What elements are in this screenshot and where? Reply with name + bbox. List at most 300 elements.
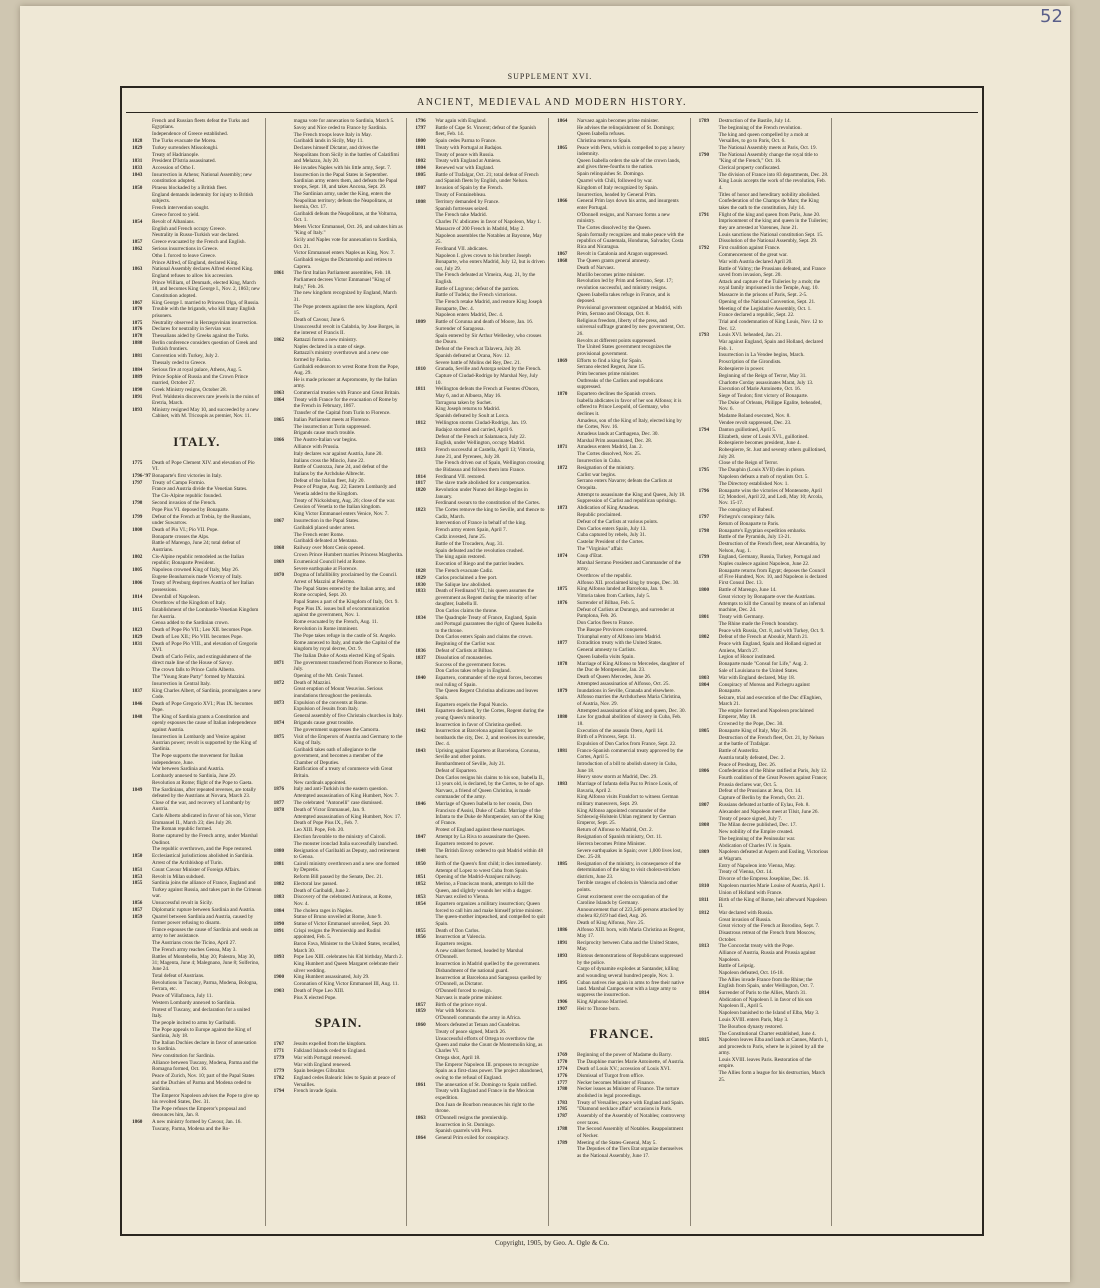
entry-text: Eugene Beauharnois made Viceroy of Italy. <box>152 573 243 580</box>
entry-year <box>132 260 152 266</box>
entry-text: Beginning of the Carlist war. <box>435 641 496 648</box>
entry-year: 1804 <box>698 681 710 688</box>
entry-text: Queen Isabella orders the sale of the crown lands, and gives three-fourths to the nation. <box>577 158 681 171</box>
history-entry <box>557 1086 687 1099</box>
entry-year <box>274 350 294 363</box>
history-entry <box>274 1062 404 1068</box>
entry-text: The Pope supports the movement for Italian independence, June. <box>152 753 244 766</box>
entry-text: The cholera rages in Naples. <box>293 907 353 914</box>
entry-year <box>132 600 152 606</box>
entry-text: Vittoria taken from Carlists, July 5. <box>577 593 651 600</box>
entry-year <box>415 212 435 218</box>
entry-text: Baron Fava, Minister to the United States, recalled, March 30. <box>293 941 401 954</box>
history-entry <box>557 212 687 225</box>
entry-year <box>415 554 435 560</box>
entry-text: Battle of Valmy; the Prussians defeated, and France saved from invasion, Sept. 20. <box>718 265 826 278</box>
history-entry <box>274 720 404 726</box>
entry-text: Amadeus enters Madrid, Jan. 2. <box>577 444 643 451</box>
history-entry <box>415 527 545 533</box>
entry-year <box>415 608 435 614</box>
entry-text: Espartero expels the Papal Nuncio. <box>435 701 509 708</box>
entry-text: Spain cedes Parma to France. <box>435 138 497 144</box>
history-entry <box>557 880 687 893</box>
entry-year: 1797 <box>698 513 710 520</box>
history-entry <box>415 500 545 506</box>
history-entry <box>557 620 687 626</box>
history-entry <box>557 647 687 653</box>
entry-text: The conspiracy of Babeuf. <box>718 507 774 514</box>
entry-text: Treaty of Campo Formio. <box>152 479 206 486</box>
entry-year <box>699 950 719 963</box>
history-entry <box>557 546 687 552</box>
entry-text: Titles of honor and hereditary nobility abolished. <box>718 191 821 198</box>
entry-text: Vendee revolt suppressed, Dec. 23. <box>718 419 792 426</box>
history-entry <box>274 640 404 653</box>
history-entry <box>699 299 829 305</box>
entry-year <box>557 794 577 807</box>
history-entry <box>274 1068 404 1074</box>
history-entry <box>415 801 545 827</box>
entry-text: Dogma of Infallibility proclaimed by the Council. <box>293 572 398 579</box>
history-entry <box>132 620 262 626</box>
entry-year <box>132 205 152 211</box>
entry-year: 1823 <box>415 507 426 514</box>
entry-text: Victor Emmanuel enters Naples as King, Nov. 7. <box>293 250 395 257</box>
entry-text: Sicily and Naples vote for annexation to Sardinia, Oct. 21. <box>293 237 398 250</box>
entry-text: Don Carlos flees to France. <box>577 619 634 626</box>
history-entry <box>274 800 404 806</box>
entry-year: 1785 <box>557 1106 568 1113</box>
entry-text: Electoral law passed. <box>293 880 338 887</box>
entry-text: Attempted assassination of king and queen, Dec. 30. <box>577 707 686 714</box>
entry-text: Death of Carlo Felix, and extinguishment of the direct male line of the House of Savoy. <box>152 653 252 667</box>
history-entry <box>699 366 829 372</box>
history-entry <box>132 554 262 567</box>
history-entry <box>557 688 687 694</box>
entry-year: 1874 <box>273 719 285 726</box>
entry-year <box>557 593 577 599</box>
entry-text: Attempt of Lopez to wrest Cuba from Spain. <box>435 867 529 874</box>
history-entry <box>557 478 687 491</box>
entry-year <box>557 627 577 633</box>
entry-year <box>699 541 719 554</box>
entry-year <box>274 458 294 464</box>
entry-year <box>557 532 577 538</box>
history-entry <box>557 953 687 966</box>
history-entry <box>699 762 829 768</box>
entry-text: Battles of Montebello, May 20; Palestro, May 30, 31; Magenta, June 4; Malegnano, June 8; Solferino, June 24. <box>152 953 260 973</box>
entry-text: Fourth coalition of the Great Powers against France; Prussia declares war, Oct. 5. <box>718 775 828 788</box>
entry-text: Ferdinand swears to the constitution of the Cortes. <box>435 500 540 507</box>
history-entry <box>274 747 404 766</box>
entry-year <box>274 747 294 766</box>
entry-text: Tuscany, Parma, Modena and the Ro- <box>152 1125 230 1132</box>
history-entry <box>699 910 829 916</box>
entry-text: Defeat of the Italian fleet, July 20. <box>293 477 365 484</box>
entry-year: 1807 <box>415 185 426 192</box>
history-entry <box>132 867 262 873</box>
entry-year: 1853 <box>415 894 426 901</box>
entry-year <box>699 238 719 244</box>
entry-text: Serious fire at royal palace, Athens, Aug. 5. <box>152 366 243 373</box>
entry-year <box>699 232 719 238</box>
entry-year <box>557 292 577 305</box>
history-entry <box>415 708 545 721</box>
entry-year: 1854 <box>415 901 426 908</box>
history-entry <box>415 440 545 446</box>
entry-year: 1869 <box>557 357 568 364</box>
entry-year: 1812 <box>698 909 710 916</box>
history-entry <box>132 131 262 137</box>
entry-year: 1874 <box>557 552 568 559</box>
entry-year <box>274 606 294 619</box>
entry-text: Death of Pope Pio VIII., and elevation of Gregorio XVI. <box>152 640 258 654</box>
history-entry <box>699 621 829 627</box>
entry-text: Death of King Alfonso, Nov. 25. <box>577 919 645 926</box>
history-entry <box>699 306 829 312</box>
entry-text: Divorce of the Empress Josephine, Dec. 16. <box>718 876 810 883</box>
entry-text: King Joseph returns to Madrid. <box>435 406 501 413</box>
entry-year: 1779 <box>273 1068 285 1075</box>
history-entry <box>274 814 404 820</box>
entry-year <box>699 192 719 198</box>
entry-text: Serrano elected Regent, June 15. <box>577 364 645 371</box>
entry-year <box>274 132 294 138</box>
entry-text: The division of France into 83 departments, Dec. 28. <box>718 171 829 178</box>
history-entry <box>274 337 404 343</box>
entry-text: Espartero organizes a military insurrection; Queen forced to call him and make himself prime minister. <box>435 901 543 914</box>
entry-text: Unsuccessful efforts of Ortega to overthrow the Queen and make the Count de Montemolin king, as Charles VI. <box>435 1035 543 1055</box>
entry-text: The Deputies of the Tiers Etat organize themselves as the National Assembly, June 17. <box>577 1146 683 1159</box>
history-entry <box>415 894 545 900</box>
entry-year <box>557 654 577 660</box>
entry-year <box>699 762 719 768</box>
entry-text: King Charles Albert, of Sardinia, promulgates a new Code. <box>152 687 262 700</box>
history-entry <box>274 270 404 276</box>
entry-text: Death of Pope Clement XIV. and elevation of Pio VI. <box>152 459 255 472</box>
entry-year: 1879 <box>557 687 568 694</box>
history-entry <box>415 246 545 252</box>
history-entry <box>699 1057 829 1070</box>
entry-text: Piraeus blockaded by a British fleet. <box>152 185 228 192</box>
entry-year: 1871 <box>557 444 568 451</box>
history-entry <box>132 152 262 158</box>
entry-text: Alliance of Austria, Russia and Prussia against Napoleon. <box>718 950 816 963</box>
history-entry <box>132 688 262 701</box>
entry-year: 1803 <box>698 674 710 681</box>
entry-text: Marriage of King Alfonso to Mercedes, daughter of the Duc de Montpensier, Jan. 23. <box>577 660 685 674</box>
entry-text: Necker becomes Minister of Finance. <box>577 1079 655 1086</box>
entry-year <box>415 1055 435 1061</box>
history-entry <box>699 541 829 554</box>
entry-year <box>274 410 294 416</box>
entry-year <box>274 874 294 880</box>
entry-text: The French evacuate Cadiz. <box>435 567 494 574</box>
entry-text: King Louis accepts the work of the revolution, Feb. 4. <box>718 178 826 191</box>
entry-text: Attempted assassination of King Humbert, Nov. 7. <box>293 793 399 800</box>
entry-year: 1814 <box>698 990 710 997</box>
entry-text: The Queen Regent Christina abdicates and leaves Spain. <box>435 688 539 701</box>
entry-year <box>415 634 435 640</box>
entry-year <box>415 827 435 833</box>
history-entry <box>699 165 829 171</box>
entry-year <box>274 673 294 679</box>
entry-year <box>415 1062 435 1081</box>
entry-text: Treaty of Presburg deprives Austria of her Italian possessions. <box>152 580 254 593</box>
entry-text: Napoleon defeated, Oct. 16-18. <box>718 970 784 977</box>
entry-year <box>274 478 294 484</box>
entry-text: Opening of the National Convention, Sept. 21. <box>718 298 816 305</box>
history-entry <box>557 1006 687 1012</box>
entry-text: The queen-mother impeached, and compelled to quit Spain. <box>435 914 545 927</box>
history-entry <box>415 941 545 947</box>
entry-text: Amadeus, son of the King of Italy, elected king by the Cortes, Nov. 16. <box>577 417 682 431</box>
history-columns <box>132 118 974 1226</box>
history-entry <box>274 941 404 954</box>
entry-text: The King of Sardinia grants a Constitution and openly espouses the cause of Italian independence against Austria. <box>152 713 257 733</box>
entry-text: Death of Narvaez. <box>577 264 615 271</box>
entry-text: Riotous demonstrations of Republicans suppressed by the police. <box>577 953 683 966</box>
entry-text: Destruction of the Bastile, July 14. <box>718 118 791 124</box>
history-entry <box>415 541 545 547</box>
entry-year: 1878 <box>273 806 285 813</box>
history-entry <box>699 152 829 165</box>
entry-year <box>415 561 435 567</box>
history-entry <box>274 511 404 517</box>
history-entry <box>274 1048 404 1054</box>
entry-year <box>557 774 577 780</box>
entry-year: 1828 <box>132 138 143 144</box>
entry-text: Espartero declared, by the Cortes, Regent during the young Queen's minority. <box>435 708 545 721</box>
entry-year <box>557 728 577 734</box>
history-entry <box>132 1060 262 1073</box>
entry-text: Triumphal entry of Alfonso into Madrid. <box>577 633 662 640</box>
history-entry <box>274 172 404 191</box>
history-entry <box>415 366 545 372</box>
entry-year <box>699 521 719 527</box>
history-entry <box>699 413 829 419</box>
history-entry <box>699 488 829 507</box>
history-entry <box>415 655 545 661</box>
entry-year: 1877 <box>273 799 285 806</box>
entry-year <box>415 326 435 332</box>
entry-year <box>274 981 294 987</box>
history-entry <box>132 394 262 407</box>
entry-text: Treaty with England and France in the Mexican expedition. <box>435 1088 535 1101</box>
history-entry <box>557 580 687 586</box>
entry-year: 1891 <box>557 939 568 946</box>
entry-year <box>132 813 152 826</box>
history-entry <box>699 352 829 358</box>
entry-year: 1767 <box>273 1041 285 1048</box>
history-entry <box>415 333 545 346</box>
history-entry <box>415 185 545 191</box>
entry-text: Murillo becomes prime minister. <box>577 271 646 278</box>
entry-text: The French driven out of Spain, Wellington crossing the Bidassoa and follows them into France. <box>435 460 545 473</box>
history-entry <box>274 1055 404 1061</box>
history-entry <box>415 1088 545 1101</box>
entry-text: Napoleon enters Madrid, Dec. 4. <box>435 312 504 319</box>
history-entry <box>274 464 404 477</box>
history-entry <box>415 1002 545 1008</box>
entry-text: Discovery of the celebrated Antinous, at Rome, Nov. 4. <box>293 894 393 907</box>
history-entry <box>699 654 829 660</box>
history-entry <box>557 674 687 680</box>
history-entry <box>274 1088 404 1094</box>
entry-year <box>699 795 719 801</box>
history-entry <box>699 661 829 667</box>
entry-year: 1854 <box>132 218 143 225</box>
history-entry <box>132 1053 262 1059</box>
history-entry <box>274 848 404 861</box>
entry-text: The government suppresses the Camorra. <box>293 726 380 733</box>
entry-year: 1884 <box>273 907 285 914</box>
entry-year <box>274 579 294 585</box>
entry-text: The Italian Duke of Aosta elected King of Spain. <box>293 652 396 659</box>
history-entry <box>699 950 829 963</box>
history-entry <box>557 654 687 660</box>
history-entry <box>274 633 404 639</box>
entry-text: Election favorable to the ministry of Cairoli. <box>293 833 386 840</box>
entry-year: 1855 <box>415 927 426 934</box>
entry-text: The Duke of Orleans, Philippe Egalite, beheaded, Nov. 6. <box>718 399 822 413</box>
entry-year <box>415 312 435 318</box>
history-entry <box>415 881 545 894</box>
entry-year <box>274 686 294 699</box>
entry-text: President D'Istria assassinated. <box>152 158 216 165</box>
entry-year: 1860 <box>415 1021 426 1028</box>
entry-text: Brigands cause great trouble. <box>293 719 355 726</box>
entry-year <box>132 1106 152 1119</box>
history-entry <box>699 447 829 460</box>
history-entry <box>557 232 687 251</box>
history-entry <box>557 1100 687 1106</box>
entry-text: Greece forced to yield. <box>152 211 200 218</box>
history-entry <box>132 947 262 953</box>
entry-text: Success of the government forces. <box>435 661 507 668</box>
entry-year: 1881 <box>557 747 568 754</box>
entry-text: The Dauphine marries Marie Antoinette, of Austria. <box>577 1059 685 1066</box>
history-entry <box>557 338 687 344</box>
history-entry <box>415 688 545 701</box>
history-entry <box>699 198 829 211</box>
history-entry <box>274 653 404 659</box>
entry-year: 1862 <box>273 336 285 343</box>
entry-text: Ecumenical Council held at Rome. <box>293 558 367 565</box>
entry-year: 1853 <box>132 873 143 880</box>
history-entry <box>274 988 404 994</box>
entry-year: 1878 <box>557 660 568 667</box>
entry-text: Proscription of the Girondists. <box>718 359 782 366</box>
entry-text: War between Sardinia and Austria. <box>152 766 225 773</box>
history-entry <box>699 393 829 399</box>
history-entry <box>557 573 687 579</box>
entry-text: Resignation of Garibaldi as Deputy, and retirement to Genoa. <box>293 847 400 860</box>
history-entry <box>274 961 404 974</box>
history-entry <box>699 809 829 815</box>
history-entry <box>415 192 545 198</box>
entry-text: Legion of Honor instituted. <box>718 654 776 661</box>
entry-year: 1788 <box>557 1126 568 1133</box>
entry-year <box>557 305 577 318</box>
history-entry <box>415 460 545 473</box>
history-entry <box>557 158 687 171</box>
entry-text: Savoy and Nice ceded to France by Sardinia. <box>293 124 388 131</box>
history-entry <box>415 554 545 560</box>
entry-year <box>557 398 577 417</box>
history-entry <box>274 250 404 256</box>
entry-year <box>699 165 719 171</box>
entry-text: The republic overthrown, and the Pope restored. <box>152 846 253 853</box>
entry-year: 1836 <box>415 647 426 654</box>
entry-year <box>557 265 577 271</box>
entry-year <box>132 780 152 786</box>
entry-year <box>557 708 577 714</box>
entry-year <box>699 319 719 332</box>
history-entry <box>415 568 545 574</box>
history-entry <box>415 934 545 940</box>
entry-text: O'Donnell resigns, and Narvaez forms a new ministry. <box>577 211 670 224</box>
entry-year <box>699 809 719 815</box>
entry-year <box>274 377 294 390</box>
history-entry <box>132 954 262 973</box>
entry-year <box>132 800 152 813</box>
entry-text: Pope Leo XIII. celebrates his 83d birthday, March 2. <box>293 954 403 961</box>
history-entry <box>557 465 687 471</box>
entry-text: The National Assembly meets at Paris, Oct. 19. <box>718 144 817 151</box>
history-entry <box>557 748 687 761</box>
entry-text: Parliament decrees Victor Emmanuel "King of Italy," Feb. 26. <box>293 277 391 290</box>
entry-text: Coup d'Etat. <box>577 552 603 559</box>
entry-year <box>699 601 719 614</box>
entry-year <box>132 360 152 366</box>
entry-year <box>699 386 719 392</box>
entry-year <box>557 920 577 926</box>
entry-text: The new kingdom recognized by England, March 31. <box>293 290 397 303</box>
entry-text: Battle of Tudela; the French victorious. <box>435 292 517 299</box>
entry-year <box>274 780 294 786</box>
entry-text: Treaty of Fontainebleau. <box>435 191 487 198</box>
entry-year <box>699 440 719 446</box>
history-entry <box>415 1055 545 1061</box>
entry-text: Espartero, commander of the royal forces, becomes real ruling of Spain. <box>435 675 543 688</box>
entry-text: Reciprocity between Cuba and the United States, May. <box>577 939 679 953</box>
history-entry <box>132 681 262 687</box>
entry-year <box>415 192 435 198</box>
entry-text: Kingdom of Italy recognized by Spain. <box>577 184 658 191</box>
history-entry <box>415 138 545 144</box>
history-entry <box>415 848 545 861</box>
entry-year: 1867 <box>132 299 143 306</box>
page-title: ANCIENT, MEDIEVAL AND MODERN HISTORY. <box>417 97 687 108</box>
entry-year <box>699 259 719 265</box>
entry-text: Treaty of peace with Russia. <box>435 151 495 158</box>
entry-text: A new cabinet formed, headed by Marshal O'Donnell. <box>435 947 524 961</box>
history-entry <box>132 600 262 606</box>
entry-year <box>132 620 152 626</box>
entry-year <box>415 868 435 874</box>
history-entry <box>557 708 687 714</box>
entry-year: 1866 <box>557 198 568 205</box>
entry-text: Treaty of Vienna, Oct. 14. <box>718 869 773 876</box>
entry-text: Revolts at different points suppressed. <box>577 337 657 344</box>
entry-year: 1829 <box>415 574 426 581</box>
history-entry <box>132 172 262 185</box>
entry-text: Battle of Austerlitz. <box>718 747 760 754</box>
section-heading: FRANCE. <box>589 1026 655 1042</box>
entry-year: 1864 <box>273 396 285 403</box>
entry-text: Spain relinquishes St. Domingo. <box>577 171 645 178</box>
